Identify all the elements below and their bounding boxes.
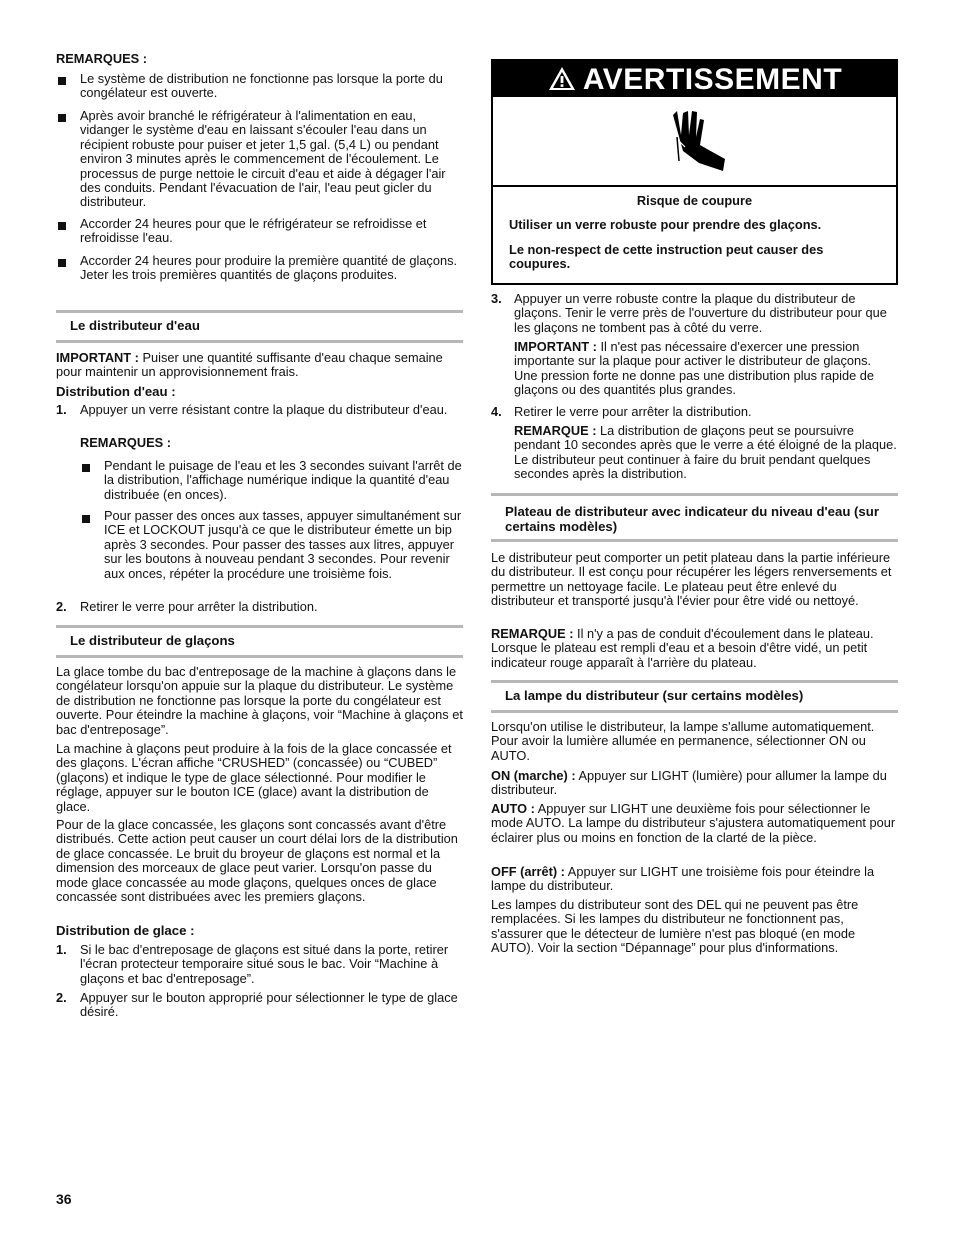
step-number: 1.	[56, 942, 67, 957]
lamp-paragraph-2: Les lampes du distributeur sont des DEL qui ne peuvent pas être remplacées. Si les lampes du distributeur ne fonctionnent pas, s'assurer que le détecteur de lumière n'est pas bloqué (en mode AUTO). Voir la section “Dépannage” pour plus d'informations.	[491, 897, 859, 956]
ice-step-4-remarque	[514, 424, 898, 482]
water-important	[56, 351, 463, 380]
off-label: OFF (arrêt) :	[491, 864, 565, 879]
ice-step-2: Appuyer sur le bouton approprié pour sélectionner le type de glace désiré.	[80, 990, 458, 1020]
section-rule	[56, 655, 463, 658]
tray-remarque	[491, 627, 898, 670]
remarque-label: REMARQUE :	[491, 626, 574, 641]
lamp-paragraph-1: Lorsqu'on utilise le distributeur, la lampe s'allume automatiquement. Pour avoir la lumière allumée en permanence, sélectionner ON ou AUTO.	[491, 719, 875, 763]
remarque-text: Il n'y a pas de conduit d'écoulement dans le plateau. Lorsque le plateau est rempli d'eau et a besoin d'être vidé, un petit indicateur rouge apparaît à l'arrière du plateau.	[491, 626, 874, 670]
warning-header	[493, 61, 896, 97]
warning-risk: Risque de coupure	[636, 193, 753, 208]
lamp-auto	[491, 802, 898, 845]
bullet-icon	[82, 464, 90, 472]
remarque-text: La distribution de glaçons peut se poursuivre pendant 10 secondes après que le verre a été éloigné de la plaque. Le distributeur peut continuer à faire du bruit pendant quelques secondes après la distribution.	[514, 423, 897, 482]
bullet-icon	[58, 222, 66, 230]
ice-step-3-important	[514, 340, 898, 398]
ice-step-1: Si le bac d'entreposage de glaçons est situé dans la porte, retirer l'écran protecteur temporaire situé sous le bac. Voir “Machine à glaçons et bac d'entreposage”.	[80, 942, 449, 986]
ice-subheading: Distribution de glace :	[56, 923, 195, 938]
auto-label: AUTO :	[491, 801, 535, 816]
off-text: Appuyer sur LIGHT une troisième fois pour éteindre la lampe du distributeur.	[491, 864, 875, 894]
step-number: 1.	[56, 402, 67, 417]
lamp-on	[491, 769, 898, 798]
water-subheading: Distribution d'eau :	[56, 384, 176, 399]
ice-paragraph-1: La glace tombe du bac d'entreposage de la machine à glaçons dans le congélateur lorsqu'on appuie sur la plaque du distributeur. Le système de distribution ne fonctionne pas lorsque la porte du congélateur est ouverte. Pour éteindre la machine à glaçons, voir “Machine à glaçons et bac d'entreposage”.	[56, 664, 463, 737]
section-rule	[56, 340, 463, 343]
water-heading: Le distributeur d'eau	[70, 318, 200, 333]
important-text: Il n'est pas nécessaire d'exercer une pression importante sur la plaque pour activer le distributeur de glaçons. Une pression forte ne donne pas une distribution plus rapide de glaçons ou des quantités plus grandes.	[514, 339, 874, 398]
water-remarque-item: Pour passer des onces aux tasses, appuyer simultanément sur ICE et LOCKOUT jusqu'à ce que le distributeur émette un bip après 3 secondes. Pour passer des tasses aux litres, appuyer sur les boutons à nouveau pendant 3 secondes. Pour revenir aux onces, répéter la procédure une troisième fois.	[104, 508, 462, 581]
on-text: Appuyer sur LIGHT (lumière) pour allumer la lampe du distributeur.	[491, 768, 887, 798]
page-number: 36	[56, 1191, 72, 1207]
remarque-item: Accorder 24 heures pour que le réfrigérateur se refroidisse et refroidisse l'eau.	[80, 216, 427, 246]
tray-heading: Plateau de distributeur avec indicateur du niveau d'eau (sur certains modèles)	[505, 504, 879, 534]
section-rule	[491, 539, 898, 542]
lamp-off	[491, 865, 898, 894]
important-label: IMPORTANT :	[56, 350, 139, 365]
ice-paragraph-2: La machine à glaçons peut produire à la fois de la glace concassée et des glaçons. L'écran affiche “CRUSHED” (concassée) ou “CUBED” (glaçons) et indique le type de glace sélectionné. Pour modifier le réglage, appuyer sur le bouton ICE (glace) avant la distribution de glace.	[56, 741, 452, 814]
ice-step-4: Retirer le verre pour arrêter la distribution.	[514, 404, 752, 419]
step-number: 2.	[56, 990, 67, 1005]
ice-paragraph-3: Pour de la glace concassée, les glaçons sont concassés avant d'être distribués. Cette action peut causer un court délai lors de la distribution de glace concassée. Le bruit du broyeur de glaçons est normal et la dimension des morceaux de glace peut varier. Lorsqu'on passe du mode glace concassée au mode glaçons, quelques onces de glace concassée sont distribuées avec les premiers glaçons.	[56, 817, 458, 905]
ice-heading: Le distributeur de glaçons	[70, 633, 235, 648]
remarques-title: REMARQUES :	[56, 51, 148, 66]
remarque-item: Accorder 24 heures pour produire la première quantité de glaçons. Jeter les trois premières quantités de glaçons produites.	[80, 253, 458, 283]
lamp-heading: La lampe du distributeur (sur certains modèles)	[505, 688, 804, 703]
remarque-item: Après avoir branché le réfrigérateur à l'alimentation en eau, vidanger le système d'eau en laissant s'écouler l'eau dans un récipient robuste pour puiser et jeter 1,5 gal. (5,4 L) ou pendant environ 3 minutes après le commencement de l'écoulement. Le processus de purge nettoie le circuit d'eau et aide à dégager l'air des conduits. Pendant l'évacuation de l'air, l'eau peut gicler du distributeur.	[80, 108, 446, 210]
section-rule	[56, 310, 463, 313]
water-remarque-item: Pendant le puisage de l'eau et les 3 secondes suivant l'arrêt de la distribution, l'affichage numérique indique la quantité d'eau distribuée (en onces).	[104, 458, 462, 502]
step-number: 2.	[56, 599, 67, 614]
hand-cut-icon	[663, 105, 733, 175]
step-number: 3.	[491, 291, 502, 306]
section-rule	[491, 493, 898, 496]
bullet-icon	[58, 77, 66, 85]
section-rule	[56, 625, 463, 628]
important-label: IMPORTANT :	[514, 339, 597, 354]
on-label: ON (marche) :	[491, 768, 576, 783]
water-step-1: Appuyer un verre résistant contre la plaque du distributeur d'eau.	[80, 402, 448, 417]
warning-line-2: Le non-respect de cette instruction peut causer des coupures.	[509, 242, 824, 272]
remarque-item: Le système de distribution ne fonctionne pas lorsque la porte du congélateur est ouverte.	[80, 71, 443, 101]
water-remarques-title: REMARQUES :	[80, 435, 172, 450]
warning-line-1: Utiliser un verre robuste pour prendre des glaçons.	[509, 217, 822, 232]
warning-title: AVERTISSEMENT	[582, 63, 843, 96]
remarque-label: REMARQUE :	[514, 423, 597, 438]
tray-paragraph: Le distributeur peut comporter un petit plateau dans la partie inférieure du distributeur. Il est conçu pour récupérer les légers renversements et permettre un nettoyage facile. Le plateau peut être enlevé du distributeur et transporté jusqu'à l'évier pour être vidé ou nettoyé.	[491, 550, 892, 609]
warning-triangle-icon	[547, 65, 577, 92]
step-number: 4.	[491, 404, 502, 419]
section-rule	[491, 710, 898, 713]
bullet-icon	[82, 515, 90, 523]
important-text: Puiser une quantité suffisante d'eau chaque semaine pour maintenir un approvisionnement frais.	[56, 350, 443, 380]
warning-box	[491, 59, 898, 285]
water-step-2: Retirer le verre pour arrêter la distribution.	[80, 599, 318, 614]
auto-text: Appuyer sur LIGHT une deuxième fois pour sélectionner le mode AUTO. La lampe du distributeur s'ajustera automatiquement pour éclairer plus ou moins en fonction de la clarté de la pièce.	[491, 801, 896, 845]
section-rule	[491, 680, 898, 683]
warning-picture-area	[493, 97, 896, 187]
bullet-icon	[58, 259, 66, 267]
ice-step-3: Appuyer un verre robuste contre la plaque du distributeur de glaçons. Tenir le verre près de l'ouverture du distributeur pour que les glaçons ne tombent pas à côté du verre.	[514, 291, 887, 335]
bullet-icon	[58, 114, 66, 122]
